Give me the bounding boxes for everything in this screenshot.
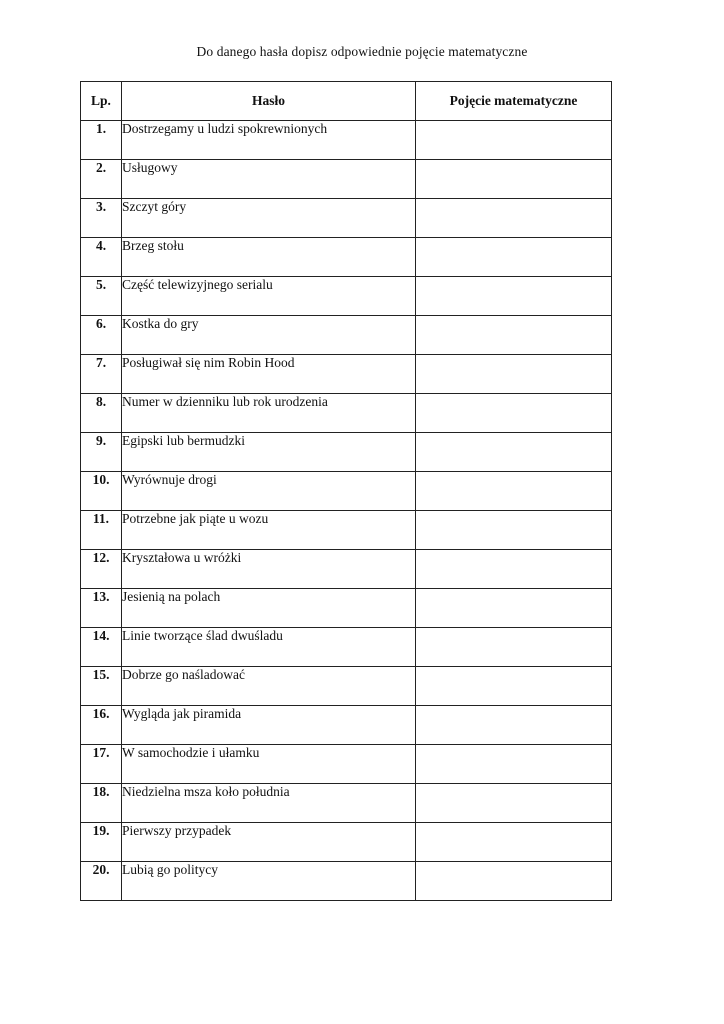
row-hint: Egipski lub bermudzki [122, 433, 416, 472]
answer-cell[interactable] [416, 160, 612, 199]
page-title: Do danego hasła dopisz odpowiednie pojęcie matematyczne [196, 44, 528, 59]
answer-cell[interactable] [416, 511, 612, 550]
row-hint: Szczyt góry [122, 199, 416, 238]
answer-cell[interactable] [416, 706, 612, 745]
row-hint: Kostka do gry [122, 316, 416, 355]
row-hint: Numer w dzienniku lub rok urodzenia [122, 394, 416, 433]
row-number: 3. [81, 199, 122, 238]
row-hint: Niedzielna msza koło południa [122, 784, 416, 823]
row-hint: Pierwszy przypadek [122, 823, 416, 862]
row-hint: Kryształowa u wróżki [122, 550, 416, 589]
quiz-table [80, 81, 612, 901]
answer-cell[interactable] [416, 667, 612, 706]
answer-cell[interactable] [416, 199, 612, 238]
row-number: 10. [81, 472, 122, 511]
row-hint: Wygląda jak piramida [122, 706, 416, 745]
table-row [81, 394, 612, 433]
row-hint: Lubią go politycy [122, 862, 416, 901]
table-row [81, 511, 612, 550]
answer-cell[interactable] [416, 589, 612, 628]
answer-cell[interactable] [416, 745, 612, 784]
row-number: 14. [81, 628, 122, 667]
table-row [81, 472, 612, 511]
row-number: 20. [81, 862, 122, 901]
table-row [81, 823, 612, 862]
row-number: 17. [81, 745, 122, 784]
row-number: 18. [81, 784, 122, 823]
table-header-row [81, 82, 612, 121]
row-number: 11. [81, 511, 122, 550]
table-body [81, 121, 612, 901]
row-hint: Wyrównuje drogi [122, 472, 416, 511]
answer-cell[interactable] [416, 394, 612, 433]
table-row [81, 784, 612, 823]
table-row [81, 589, 612, 628]
answer-cell[interactable] [416, 862, 612, 901]
table-row [81, 316, 612, 355]
table-row [81, 667, 612, 706]
table-row [81, 550, 612, 589]
column-header-hint: Hasło [122, 82, 416, 121]
row-number: 13. [81, 589, 122, 628]
row-hint: Dostrzegamy u ludzi spokrewnionych [122, 121, 416, 160]
row-number: 6. [81, 316, 122, 355]
row-number: 9. [81, 433, 122, 472]
answer-cell[interactable] [416, 355, 612, 394]
row-number: 7. [81, 355, 122, 394]
row-number: 12. [81, 550, 122, 589]
row-hint: Brzeg stołu [122, 238, 416, 277]
table-row [81, 238, 612, 277]
answer-cell[interactable] [416, 316, 612, 355]
row-number: 16. [81, 706, 122, 745]
row-number: 19. [81, 823, 122, 862]
row-number: 15. [81, 667, 122, 706]
row-hint: Dobrze go naśladować [122, 667, 416, 706]
answer-cell[interactable] [416, 433, 612, 472]
table-row [81, 199, 612, 238]
row-hint: Potrzebne jak piąte u wozu [122, 511, 416, 550]
row-hint: W samochodzie i ułamku [122, 745, 416, 784]
row-hint: Część telewizyjnego serialu [122, 277, 416, 316]
row-hint: Posługiwał się nim Robin Hood [122, 355, 416, 394]
row-number: 1. [81, 121, 122, 160]
row-number: 5. [81, 277, 122, 316]
answer-cell[interactable] [416, 823, 612, 862]
row-hint: Linie tworzące ślad dwuśladu [122, 628, 416, 667]
column-header-lp: Lp. [81, 82, 122, 121]
answer-cell[interactable] [416, 277, 612, 316]
answer-cell[interactable] [416, 472, 612, 511]
answer-cell[interactable] [416, 550, 612, 589]
row-hint: Usługowy [122, 160, 416, 199]
table-row [81, 433, 612, 472]
column-header-answer: Pojęcie matematyczne [416, 82, 612, 121]
table-row [81, 355, 612, 394]
table-row [81, 628, 612, 667]
answer-cell[interactable] [416, 121, 612, 160]
table-row [81, 706, 612, 745]
table-row [81, 277, 612, 316]
table-row [81, 121, 612, 160]
answer-cell[interactable] [416, 784, 612, 823]
row-number: 8. [81, 394, 122, 433]
answer-cell[interactable] [416, 628, 612, 667]
row-number: 4. [81, 238, 122, 277]
table-row [81, 862, 612, 901]
table-row [81, 745, 612, 784]
row-hint: Jesienią na polach [122, 589, 416, 628]
answer-cell[interactable] [416, 238, 612, 277]
row-number: 2. [81, 160, 122, 199]
table-row [81, 160, 612, 199]
